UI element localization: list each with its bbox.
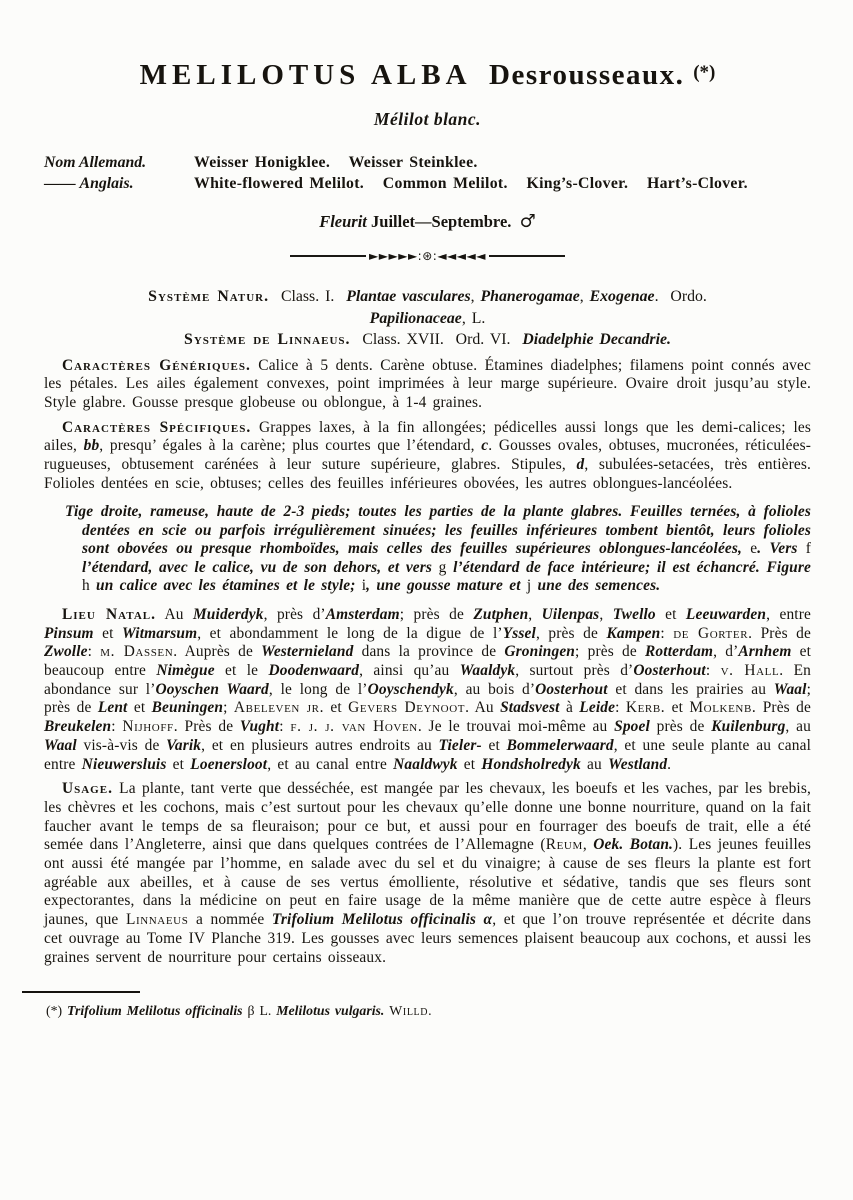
section-caracteres-specifiques: Caractères Spécifiques. Grappes laxes, à la fin allongées; pédicelles aussi longs que les demi-calices; les ailes, bb, presqu’ égales à la carène; plus courtes que l’étendard, c. Gousses ovales, obtuses, mucronées, réticulées-rugueuses, obtusement carénées à leur suture supérieure, glabres. Stipules, d, subulées-setacées, très entières. Folioles dentées en scie, obtuses; celles des feuilles inférieures obovées, les autres oblongues-lancéolées. bbox=[44, 418, 811, 492]
section-caracteres-generiques: Caractères Génériques. Calice à 5 dents. Carène obtuse. Étamines diadelphes; filamens point connés avec les pétales. Les ailes également convexes, point imprimées à leur marge supérieure. Ovaire droit jusqu’au style. Style glabre. Gousse presque globeuse ou oblongue, à 1-4 graines. bbox=[44, 356, 811, 411]
section-description-italic: Tige droite, rameuse, haute de 2-3 pieds; toutes les parties de la plante glabres. Feuilles ternées, à folioles dentées en scie ou parfois irrégulièrement sinuées; les feuilles inférieures tombent bientôt, leurs folioles sont obovées ou presque rhomboïdes, mais celles des feuilles supérieures oblongues-lancéolées, e. Vers f l’étendard, avec le calice, vu de son dehors, et vers g l’étendard de face intérieure; il est échancré. Figure h un calice avec les étamines et le style; i, une gousse mature et j une des semences. bbox=[65, 503, 811, 595]
footnote-area bbox=[44, 991, 811, 1019]
name-row-german bbox=[44, 152, 811, 173]
footnote-text: (*) Trifolium Melilotus officinalis β L. Melilotus vulgaris. Willd. bbox=[46, 1003, 433, 1019]
section-usage: Usage. La plante, tant verte que desséchée, est mangée par les chevaux, les boeufs et les vaches, par les brebis, les chèvres et les cochons, mais c’est surtout pour les chevaux qu’elle donne une bonne nourriture, quand on la fait faucher avant le temps de sa fleuraison; pour ce but, et aussi pour en fourrager des boeufs de trait, elle a été semée dans l’Angleterre, ainsi que dans quelques contrées de l’Allemagne (Reum, Oek. Botan.). Les jeunes feuilles ont aussi été mangée par l’homme, en salade avec du sel et du vinaigre; à cause de ses fleurs la plante est fort agréable aux abeilles, et à cause de ses vertus émolliente, résolutive et sédative, tandis que ses fleurs sont expectorantes, dans la médicine on peut en faire usage de la même manière que de cette autre espèce à fleurs jaunes, que Linnaeus a nommée Trifolium Melilotus officinalis α, et que l’on trouve représentée et décrite dans cet ouvrage au Tome IV Planche 319. Les gousses avec leurs semences plaisent beaucoup aux cochons, et aussi les graines servent de nourriture pour certains oisseaux. bbox=[44, 780, 811, 966]
section-lieu-natal: Lieu Natal. Au Muiderdyk, près d’Amsterdam; près de Zutphen, Uilenpas, Twello et Leeuwarden, entre Pinsum et Witmarsum, et abondamment le long de la digue de l’Yssel, près de Kampen: de Gorter. Près de Zwolle: m. Dassen. Auprès de Westernieland dans la province de Groningen; près de Rotterdam, d’Arnhem et beaucoup entre Nimègue et le Doodenwaard, ainsi qu’au Waaldyk, surtout près d’Oosterhout: v. Hall. En abondance sur l’Ooyschen Waard, le long de l’Ooyschendyk, au bois d’Oosterhout et dans les prairies au Waal; près de Lent et Beuningen; Abeleven jr. et Gevers Deynoot. Au Stadsvest à Leide: Kerb. et Molkenb. Près de Breukelen: Nijhoff. Près de Vught: f. j. j. van Hoven. Je le trouvai moi-même au Spoel près de Kuilenburg, au Waal vis-à-vis de Varik, et en plusieurs autres endroits au Tieler- et Bommelerwaard, et une seule plante au canal entre Nieuwersluis et Loenersloot, et au canal entre Naaldwyk et Hondsholredyk au Westland. bbox=[44, 605, 812, 773]
section-systeme-linnaeus: Système de Linnaeus. Class. XVII. Ord. VI. Diadelphie Decandrie. bbox=[184, 331, 671, 348]
name-row-value: Weisser Honigklee. Weisser Steinklee. bbox=[194, 154, 478, 171]
divider-line-right bbox=[489, 255, 565, 257]
name-row-label: Nom Allemand. bbox=[44, 154, 147, 171]
page-header bbox=[44, 58, 811, 262]
vernacular-names-table bbox=[44, 152, 811, 194]
document-body bbox=[44, 287, 811, 967]
divider-ornament bbox=[44, 250, 811, 262]
page-subtitle: Mélilot blanc. bbox=[373, 109, 482, 129]
section-systeme-naturel-line2: Papilionaceae, L. bbox=[369, 309, 486, 327]
footnote-rule bbox=[22, 991, 140, 993]
page-title: MELILOTUS ALBA Desrousseaux. (*) bbox=[139, 59, 716, 91]
flowering-period-line: Fleurit Juillet—Septembre. ♂ bbox=[319, 211, 536, 232]
divider-line-left bbox=[290, 255, 366, 257]
name-row-value: White-flowered Melilot. Common Melilot. King’s-Clover. Hart’s-Clover. bbox=[194, 175, 748, 192]
divider-arrows-rosette-icon: ►►►►►:⊛:◄◄◄◄◄ bbox=[369, 249, 486, 263]
name-row-english bbox=[44, 173, 811, 194]
name-row-label: —— Anglais. bbox=[44, 175, 134, 192]
section-systeme-naturel-line1: Système Natur. Class. I. Plantae vasculares, Phanerogamae, Exogenae. Ordo. bbox=[148, 288, 707, 305]
